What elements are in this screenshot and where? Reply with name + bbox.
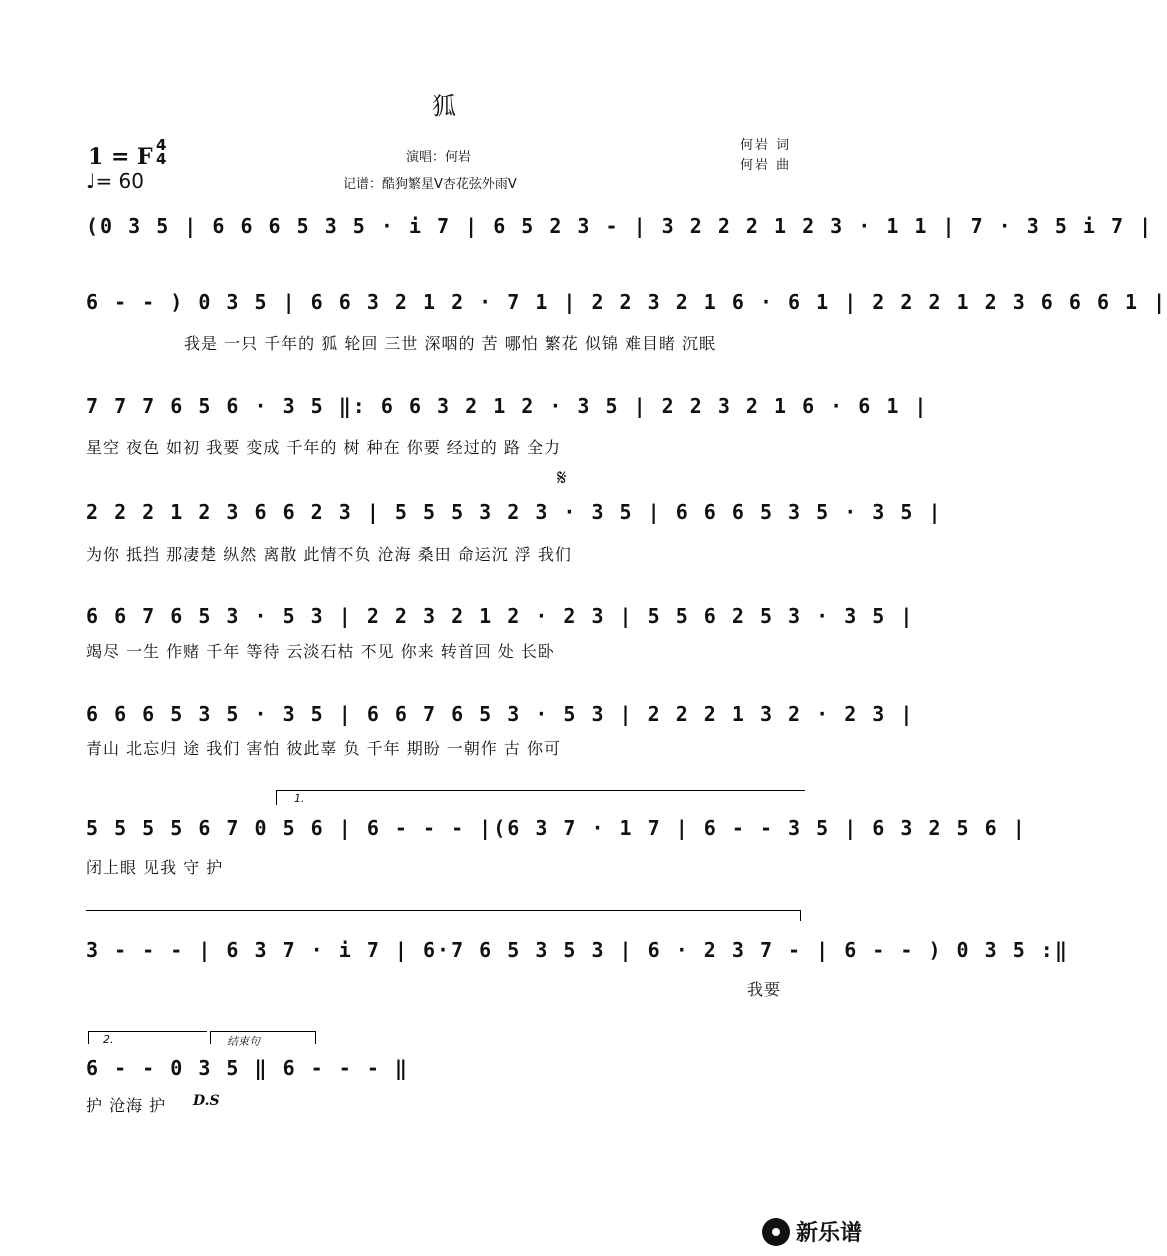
first-ending-continuation [86, 910, 801, 921]
tempo-value: = 60 [95, 169, 145, 193]
lyricist-credit: 何岩 词 [740, 138, 792, 153]
lyric-row-1: 我是 一只 千年的 狐 轮回 三世 深咽的 苦 哪怕 繁花 似锦 难目睹 沉眠 [184, 334, 717, 353]
lyric-row-3: 为你 抵挡 那凄楚 纵然 离散 此情不负 沧海 桑田 命运沉 浮 我们 [86, 545, 572, 564]
record-disc-icon [762, 1218, 790, 1246]
first-ending-label: 1. [294, 792, 305, 805]
transcriber-credit: 记谱：酷狗繁星V杏花弦外雨V [343, 177, 517, 192]
lyric-row-2: 星空 夜色 如初 我要 变成 千年的 树 种在 你要 经过的 路 全力 [86, 438, 561, 457]
notation-row-9: 6 - - 0 3 5 ‖ 6 - - - ‖ [86, 1056, 409, 1080]
lyric-row-7: 我要 [747, 980, 782, 999]
singer-credit: 演唱：何岩 [406, 150, 472, 165]
notation-row-4: 2 2 2 1 2 3 6 6 2 3 | 5 5 5 3 2 3 · 3 5 | 6 6 6 5 3 5 · 3 5 | [86, 500, 943, 524]
notation-row-5: 6 6 7 6 5 3 · 5 3 | 2 2 3 2 1 2 · 2 3 | 5 5 6 2 5 3 · 3 5 | [86, 604, 915, 628]
second-ending-label: 2. [103, 1033, 114, 1046]
lyric-row-4: 竭尽 一生 作赌 千年 等待 云淡石枯 不见 你来 转首回 处 长卧 [86, 642, 555, 661]
lyric-row-8: 护 沧海 护 [86, 1096, 167, 1115]
second-ending-bracket [88, 1031, 207, 1044]
key-signature: 1 = F [88, 144, 153, 170]
time-signature [156, 138, 166, 166]
time-signature-bottom: 4 [156, 150, 167, 168]
ending-phrase-bracket [210, 1031, 316, 1048]
site-logo [762, 1216, 862, 1247]
author-credits [740, 136, 791, 176]
lyric-row-6: 闭上眼 见我 守 护 [86, 858, 224, 877]
tempo-marking [86, 169, 144, 193]
composer-credit: 何岩 曲 [740, 158, 792, 173]
notation-row-1: (0 3 5 | 6 6 6 5 3 5 · i 7 | 6 5 2 3 - | 3 2 2 2 1 2 3 · 1 1 | 7 · 3 5 i 7 | [86, 214, 1154, 238]
ending-phrase-label: 结束句 [227, 1035, 260, 1048]
segno-mark: 𝄋 [557, 466, 567, 491]
notation-row-2: 6 - - ) 0 3 5 | 6 6 3 2 1 2 · 7 1 | 2 2 3 2 1 6 · 6 1 | 2 2 2 1 2 3 6 6 6 1 | [86, 290, 1167, 314]
notation-row-7: 5 5 5 5 6 7 0 5 6 | 6 - - - |(6 3 7 · 1 7 | 6 - - 3 5 | 6 3 2 5 6 | [86, 816, 1027, 840]
first-ending-bracket [276, 790, 805, 805]
logo-text: 新乐谱 [796, 1221, 863, 1246]
notation-row-8: 3 - - - | 6 3 7 · i 7 | 6·7 6 5 3 5 3 | 6 · 2 3 7 - | 6 - - ) 0 3 5 :‖ [86, 938, 1069, 962]
lyric-row-5: 青山 北忘归 途 我们 害怕 彼此辜 负 千年 期盼 一朝作 古 你可 [86, 739, 561, 758]
dal-segno-mark: D.S [193, 1093, 220, 1109]
time-signature-top: 4 [156, 136, 167, 154]
quarter-note-icon: ♩ [86, 169, 96, 193]
notation-row-6: 6 6 6 5 3 5 · 3 5 | 6 6 7 6 5 3 · 5 3 | 2 2 2 1 3 2 · 2 3 | [86, 702, 915, 726]
song-title: 狐 [432, 92, 456, 120]
notation-row-3: 7 7 7 6 5 6 · 3 5 ‖: 6 6 3 2 1 2 · 3 5 | 2 2 3 2 1 6 · 6 1 | [86, 394, 929, 418]
